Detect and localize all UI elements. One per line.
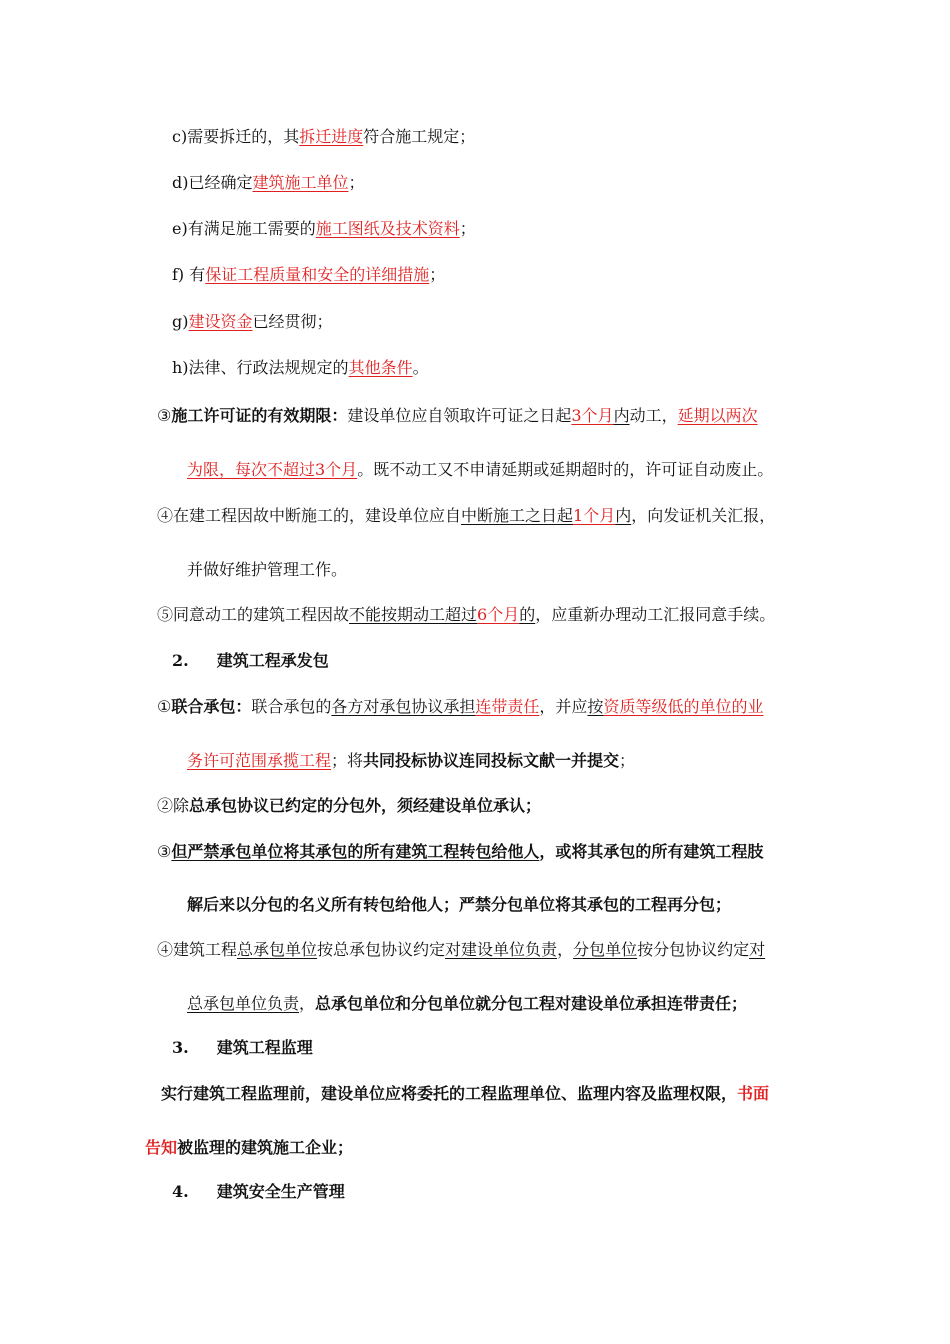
condition-e: e)有满足施工需要的施工图纸及技术资料； [172, 219, 476, 238]
delay-line: ⑤同意动工的建筑工程因故不能按期动工超过6个月的，应重新办理动工汇报同意手续。 [157, 605, 776, 624]
condition-h: h)法律、行政法规规定的其他条件。 [172, 358, 429, 377]
subcontract-approval-line: ②除总承包协议已约定的分包外，须经建设单位承认； [157, 796, 542, 815]
suspension-line2: 并做好维护管理工作。 [187, 560, 348, 579]
supervision-line1: 实行建筑工程监理前，建设单位应将委托的工程监理单位、监理内容及监理权限，书面 [161, 1084, 770, 1103]
liability-line1: ④建筑工程总承包单位按总承包协议约定对建设单位负责，分包单位按分包协议约定对 [157, 940, 766, 959]
supervision-line2: 告知被监理的建筑施工企业； [145, 1138, 354, 1157]
liability-line2: 总承包单位负责，总承包单位和分包单位就分包工程对建设单位承担连带责任； [187, 994, 748, 1013]
section-heading-3: 3. 建筑工程监理 [172, 1038, 313, 1057]
condition-c: c)需要拆迁的，其拆迁进度符合施工规定； [172, 127, 476, 146]
section-heading-2: 2. 建筑工程承发包 [172, 651, 329, 670]
suspension-line1: ④在建工程因故中断施工的，建设单位应自中断施工之日起1个月内，向发证机关汇报， [157, 506, 776, 525]
permit-validity-line2: 为限，每次不超过3个月。既不动工又不申请延期或延期超时的，许可证自动废止。 [187, 460, 774, 479]
transfer-ban-line1: ③但严禁承包单位将其承包的所有建筑工程转包给他人，或将其承包的所有建筑工程肢 [157, 842, 764, 861]
transfer-ban-line2: 解后来以分包的名义所有转包给他人；严禁分包单位将其承包的工程再分包； [187, 895, 732, 914]
permit-validity-line1: ③施工许可证的有效期限：建设单位应自领取许可证之日起3个月内动工，延期以两次 [157, 406, 758, 425]
condition-f: f) 有保证工程质量和安全的详细措施； [172, 265, 446, 284]
joint-contracting-line2: 务许可范围承揽工程；将共同投标协议连同投标文献一并提交； [187, 751, 636, 770]
condition-d: d)已经确定建筑施工单位； [172, 173, 365, 192]
condition-g: g)建设资金已经贯彻； [172, 312, 333, 331]
section-heading-4: 4. 建筑安全生产管理 [172, 1182, 345, 1201]
joint-contracting-line1: ①联合承包：联合承包的各方对承包协议承担连带责任，并应按资质等级低的单位的业 [157, 697, 764, 716]
